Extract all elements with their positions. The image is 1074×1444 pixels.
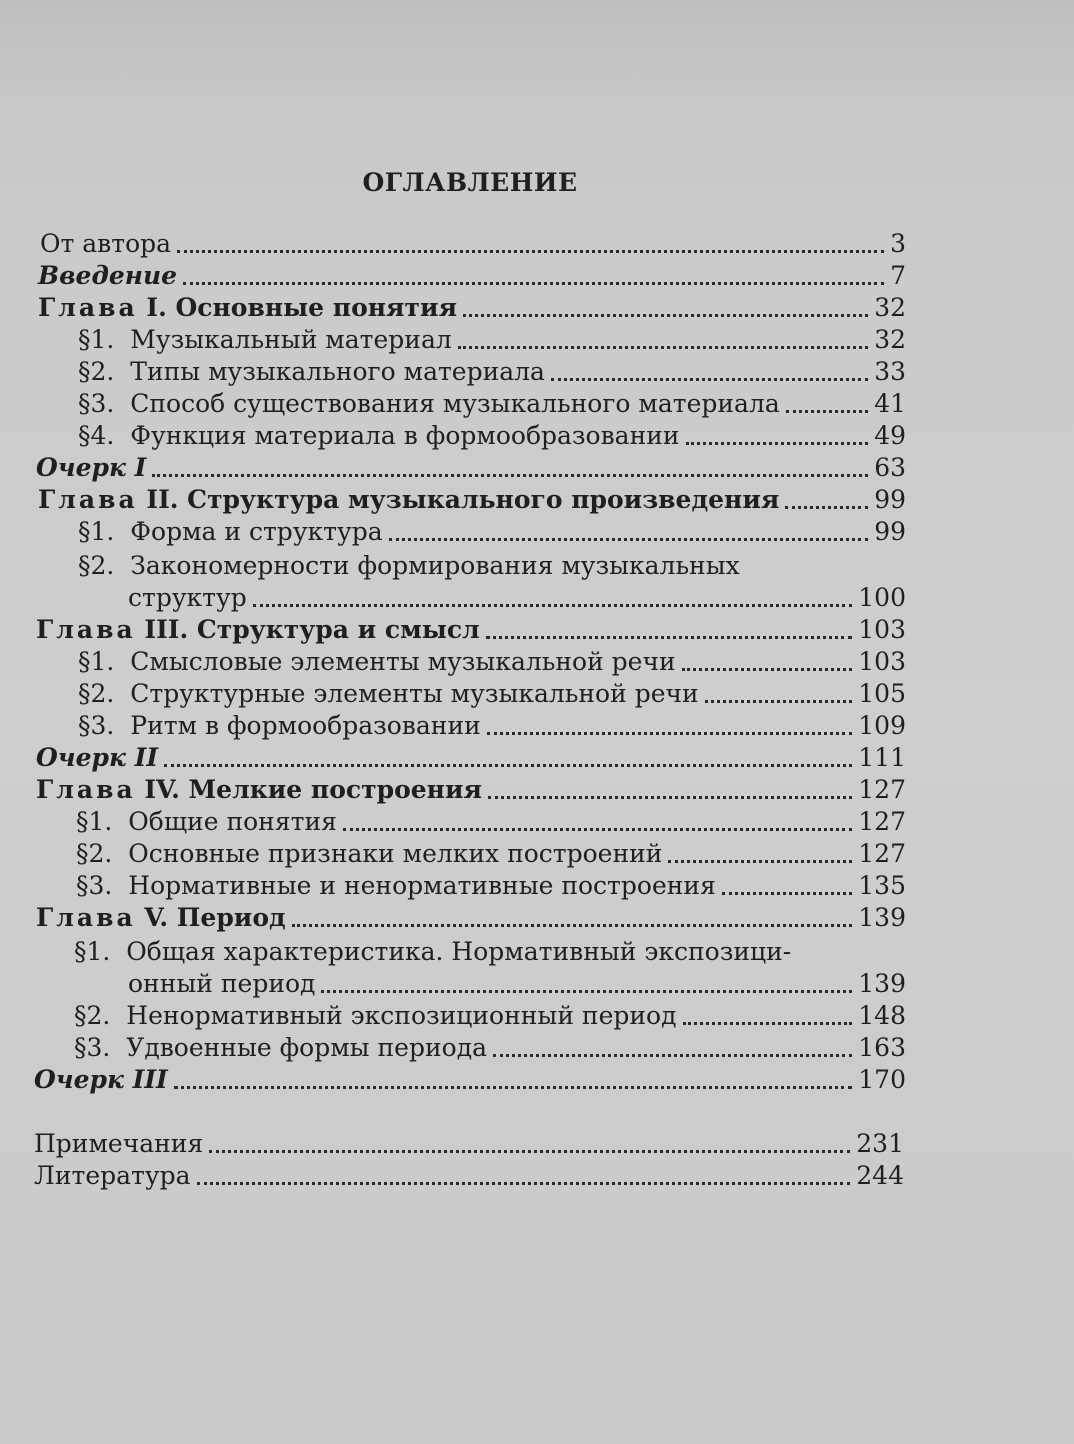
page-number: 63	[874, 453, 906, 482]
toc-entry-chapter-3	[36, 614, 906, 646]
entry-label	[38, 292, 457, 324]
leader-dots	[177, 250, 884, 253]
leader-dots	[486, 636, 853, 639]
leader-dots	[463, 314, 868, 317]
page-number: 3	[890, 229, 906, 258]
section-title: Ненормативный экспозиционный период	[126, 1001, 677, 1030]
entry-label	[36, 902, 286, 934]
toc-entry-section	[78, 646, 906, 678]
section-title: Удвоенные формы периода	[126, 1033, 487, 1062]
entry-label	[38, 484, 779, 516]
leader-dots	[389, 538, 869, 541]
entry-label	[78, 710, 481, 742]
page-number: 170	[858, 1065, 906, 1094]
page-number: 135	[858, 871, 906, 900]
leader-dots	[209, 1150, 850, 1153]
leader-dots	[183, 282, 884, 285]
section-number: §2.	[78, 357, 115, 386]
entry-label	[36, 614, 480, 646]
page-number: 32	[874, 293, 906, 322]
toc-entry-essay-1	[36, 452, 906, 484]
entry-label: Очерк III	[34, 1065, 168, 1094]
entry-label: Очерк I	[36, 453, 147, 482]
toc-entry-from-author	[40, 228, 906, 260]
page-number: 103	[858, 647, 906, 676]
toc-entry-section-line1	[74, 936, 791, 968]
page-number: 127	[858, 807, 906, 836]
leader-dots	[786, 410, 868, 413]
chapter-title: V. Период	[144, 903, 286, 932]
section-number: §1.	[78, 325, 115, 354]
toc-entry-section	[78, 356, 906, 388]
toc-entry-chapter-2	[38, 484, 906, 516]
toc-entry-section-line2	[128, 968, 906, 1000]
entry-label	[78, 388, 780, 420]
section-number: §3.	[78, 389, 115, 418]
leader-dots	[164, 764, 852, 767]
section-title: Типы музыкального материала	[130, 357, 545, 386]
toc-entry-introduction	[38, 260, 906, 292]
page-number: 139	[858, 903, 906, 932]
page-number: 105	[858, 679, 906, 708]
page-number: 41	[874, 389, 906, 418]
page-number: 127	[858, 775, 906, 804]
leader-dots	[292, 924, 853, 927]
section-title: Способ существования музыкального материала	[130, 389, 780, 418]
section-number: §2.	[74, 1001, 111, 1030]
toc-entry-chapter-1	[38, 292, 906, 324]
page-number: 163	[858, 1033, 906, 1062]
page-number: 231	[856, 1129, 904, 1158]
entry-label	[76, 870, 716, 902]
leader-dots	[493, 1054, 852, 1057]
chapter-word: Глава	[36, 775, 136, 804]
toc-entry-section	[74, 1032, 906, 1064]
section-number: §2.	[78, 679, 115, 708]
chapter-word: Глава	[36, 903, 136, 932]
entry-label: Примечания	[34, 1129, 204, 1158]
toc-entry-section	[76, 838, 906, 870]
toc-entry-section-line2	[128, 582, 906, 614]
section-title: Закономерности формирования музыкальных	[130, 551, 740, 580]
leader-dots	[343, 828, 852, 831]
entry-label	[74, 1000, 677, 1032]
section-title: Ритм в формообразовании	[130, 711, 481, 740]
toc-entry-section	[76, 806, 906, 838]
toc-entry-section	[78, 388, 906, 420]
chapter-title: IV. Мелкие построения	[144, 775, 482, 804]
entry-label	[78, 356, 545, 388]
section-number: §2.	[76, 839, 113, 868]
entry-label	[78, 420, 680, 452]
leader-dots	[488, 796, 852, 799]
section-number: §1.	[76, 807, 113, 836]
chapter-word: Глава	[38, 485, 138, 514]
section-title: Структурные элементы музыкальной речи	[130, 679, 699, 708]
toc-entry-section	[78, 324, 906, 356]
entry-label	[78, 678, 699, 710]
entry-label	[74, 1032, 487, 1064]
leader-dots	[487, 732, 853, 735]
entry-label: От автора	[40, 229, 172, 258]
leader-dots	[705, 700, 853, 703]
toc-entry-section	[78, 710, 906, 742]
page-title: ОГЛАВЛЕНИЕ	[362, 168, 578, 197]
toc-entry-section	[74, 1000, 906, 1032]
chapter-word: Глава	[36, 615, 136, 644]
entry-label	[36, 774, 482, 806]
leader-dots	[253, 604, 853, 607]
entry-label: онный период	[128, 969, 316, 998]
page-number: 244	[856, 1161, 904, 1190]
section-number: §3.	[76, 871, 113, 900]
page-number: 109	[858, 711, 906, 740]
toc-entry-chapter-4	[36, 774, 906, 806]
page-number: 99	[874, 485, 906, 514]
section-title: Смысловые элементы музыкальной речи	[130, 647, 676, 676]
entry-label: Введение	[38, 261, 178, 290]
section-number: §1.	[78, 517, 115, 546]
page-number: 148	[858, 1001, 906, 1030]
leader-dots	[152, 474, 868, 477]
section-title: Музыкальный материал	[130, 325, 452, 354]
leader-dots	[551, 378, 868, 381]
page-number: 103	[858, 615, 906, 644]
toc-entry-section	[78, 678, 906, 710]
toc-entry-essay-3	[34, 1064, 906, 1096]
chapter-title: I. Основные понятия	[146, 293, 458, 322]
toc-entry-section	[78, 420, 906, 452]
leader-dots	[197, 1182, 851, 1185]
page-number: 32	[874, 325, 906, 354]
entry-label	[78, 646, 676, 678]
leader-dots	[682, 668, 853, 671]
section-title: Форма и структура	[130, 517, 383, 546]
section-number: §3.	[74, 1033, 111, 1062]
leader-dots	[668, 860, 852, 863]
leader-dots	[321, 990, 852, 993]
toc-entry-essay-2	[36, 742, 906, 774]
entry-label: структур	[128, 583, 247, 612]
section-number: §2.	[78, 551, 115, 580]
page-number: 33	[874, 357, 906, 386]
page-number: 127	[858, 839, 906, 868]
chapter-title: II. Структура музыкального произведения	[146, 485, 780, 514]
leader-dots	[174, 1086, 853, 1089]
leader-dots	[722, 892, 852, 895]
leader-dots	[785, 506, 868, 509]
entry-label	[76, 806, 337, 838]
entry-label: Очерк II	[36, 743, 159, 772]
section-title: Нормативные и ненормативные построения	[128, 871, 716, 900]
section-number: §1.	[78, 647, 115, 676]
page-number: 7	[890, 261, 906, 290]
section-number: §4.	[78, 421, 115, 450]
section-title: Общие понятия	[128, 807, 337, 836]
page-number: 49	[874, 421, 906, 450]
toc-entry-section	[76, 870, 906, 902]
page-number: 100	[858, 583, 906, 612]
entry-label	[78, 324, 452, 356]
section-title: Общая характеристика. Нормативный экспозици-	[126, 937, 792, 966]
page-number: 139	[858, 969, 906, 998]
entry-label	[78, 516, 383, 548]
leader-dots	[686, 442, 869, 445]
chapter-word: Глава	[38, 293, 138, 322]
leader-dots	[683, 1022, 853, 1025]
page-number: 111	[858, 743, 906, 772]
section-title: Функция материала в формообразовании	[130, 421, 680, 450]
leader-dots	[458, 346, 868, 349]
toc-entry-literature	[34, 1160, 904, 1192]
entry-label: Литература	[34, 1161, 191, 1190]
section-title: Основные признаки мелких построений	[128, 839, 663, 868]
section-number: §1.	[74, 937, 111, 966]
toc-entry-section-line1	[78, 550, 740, 582]
entry-label	[76, 838, 662, 870]
toc-entry-notes	[34, 1128, 904, 1160]
toc-entry-chapter-5	[36, 902, 906, 934]
chapter-title: III. Структура и смысл	[144, 615, 480, 644]
section-number: §3.	[78, 711, 115, 740]
page-number: 99	[874, 517, 906, 546]
toc-entry-section	[78, 516, 906, 548]
